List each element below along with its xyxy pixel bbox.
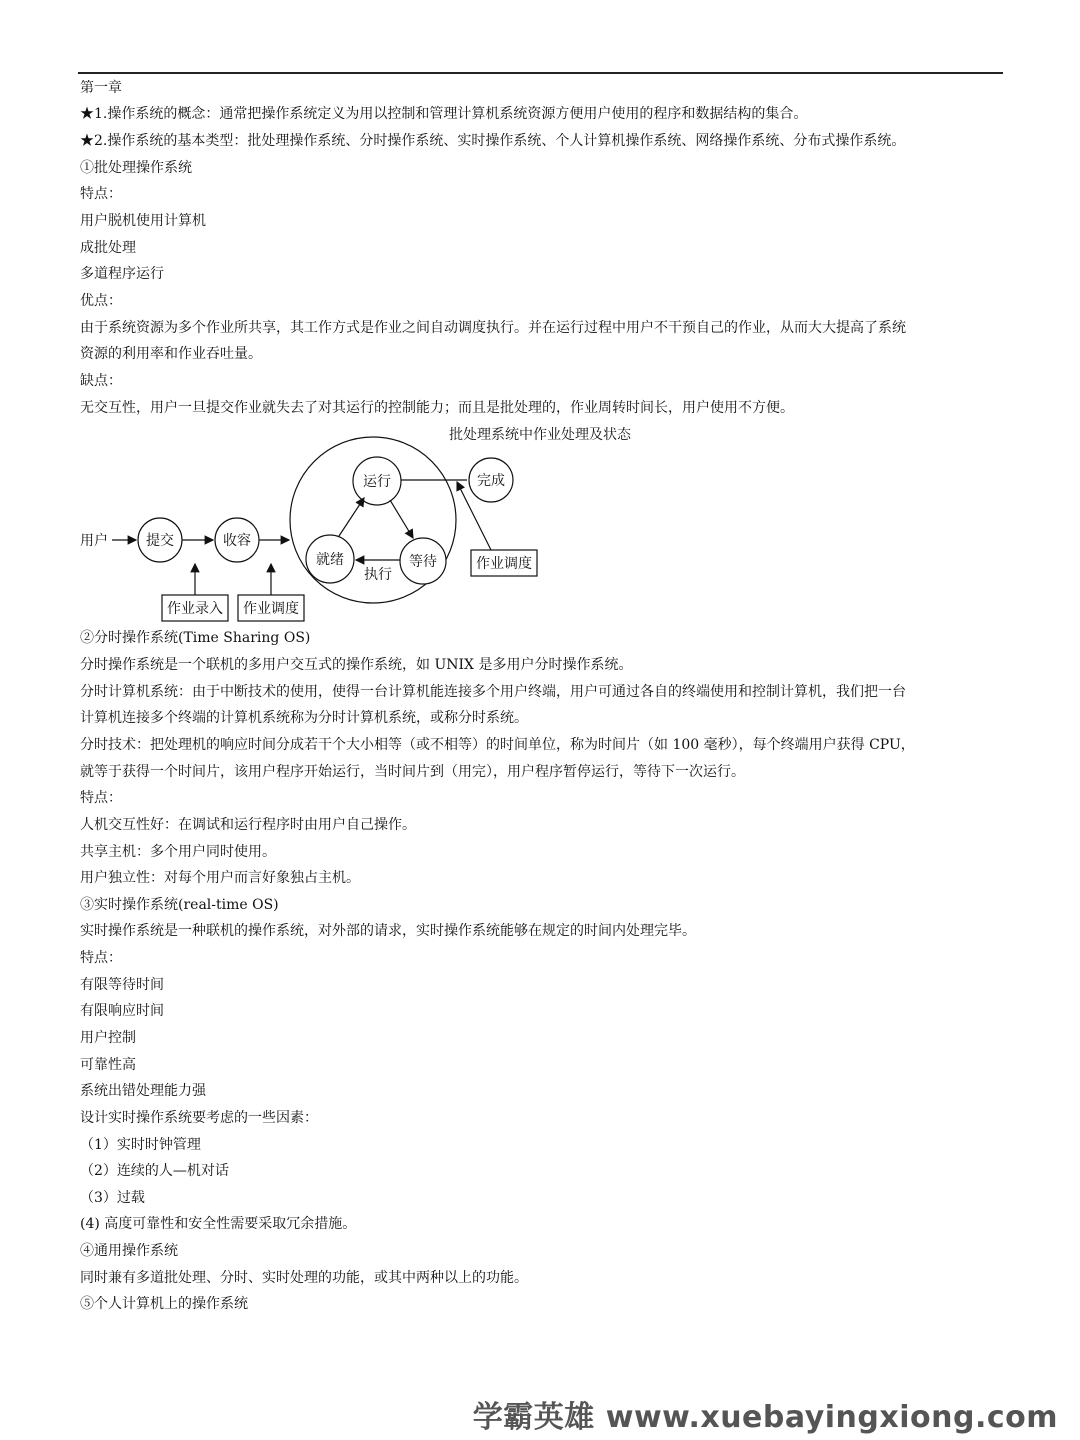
text-line: 可靠性高 bbox=[80, 1057, 136, 1073]
section-heading: ⑤个人计算机上的操作系统 bbox=[80, 1296, 248, 1312]
text-line: 人机交互性好：在调试和运行程序时由用户自己操作。 bbox=[80, 817, 416, 833]
text-line: 特点： bbox=[80, 950, 122, 966]
text-line: ★1.操作系统的概念：通常把操作系统定义为用以控制和管理计算机系统资源方便用户使用的程序和数据结构的集合。 bbox=[80, 106, 808, 122]
text-line: 有限响应时间 bbox=[80, 1003, 164, 1019]
text-line: 用户控制 bbox=[80, 1030, 136, 1046]
text-line: 特点： bbox=[80, 186, 122, 202]
job-entry-label: 作业录入 bbox=[167, 601, 223, 617]
job-schedule-right-label: 作业调度 bbox=[476, 556, 532, 572]
wait-label: 等待 bbox=[409, 554, 437, 570]
text-line: 无交互性，用户一旦提交作业就失去了对其运行的控制能力；而且是批处理的，作业周转时间长，用户使用不方便。 bbox=[80, 400, 794, 416]
text-line: 共享主机：多个用户同时使用。 bbox=[80, 844, 276, 860]
text-line: 就等于获得一个时间片，该用户程序开始运行，当时间片到（用完），用户程序暂停运行，等待下一次运行。 bbox=[80, 764, 745, 780]
diagram-title: 批处理系统中作业处理及状态 bbox=[449, 427, 631, 443]
ready-label: 就绪 bbox=[316, 552, 344, 568]
text-line: 分时技术：把处理机的响应时间分成若干个大小相等（或不相等）的时间单位，称为时间片（如 100 毫秒），每个终端用户获得 CPU， bbox=[80, 737, 915, 753]
chapter-heading: 第一章 bbox=[80, 80, 122, 96]
text-line: 分时计算机系统：由于中断技术的使用，使得一台计算机能连接多个用户终端，用户可通过各自的终端使用和控制计算机，我们把一台 bbox=[80, 684, 906, 700]
arrow-run-wait bbox=[390, 500, 413, 538]
text-line: （2）连续的人—机对话 bbox=[80, 1163, 229, 1179]
text-line: 优点： bbox=[80, 293, 122, 309]
submit-label: 提交 bbox=[146, 533, 174, 549]
text-line: 计算机连接多个终端的计算机系统称为分时计算机系统，或称分时系统。 bbox=[80, 710, 528, 726]
text-line: 用户独立性：对每个用户而言好象独占主机。 bbox=[80, 870, 360, 886]
text-line: 由于系统资源为多个作业所共享，其工作方式是作业之间自动调度执行。并在运行过程中用户不干预自己的作业，从而大大提高了系统 bbox=[80, 320, 906, 336]
section-heading: ③实时操作系统(real-time OS) bbox=[80, 897, 279, 913]
text-line: （1）实时时钟管理 bbox=[80, 1137, 201, 1153]
receive-label: 收容 bbox=[223, 533, 251, 549]
text-line: 多道程序运行 bbox=[80, 266, 164, 282]
text-line: 有限等待时间 bbox=[80, 977, 164, 993]
text-line: 同时兼有多道批处理、分时、实时处理的功能，或其中两种以上的功能。 bbox=[80, 1270, 528, 1286]
text-line: 系统出错处理能力强 bbox=[80, 1083, 206, 1099]
section-heading: ④通用操作系统 bbox=[80, 1243, 178, 1259]
text-line: 成批处理 bbox=[80, 240, 136, 256]
job-schedule-left-label: 作业调度 bbox=[243, 601, 299, 617]
done-label: 完成 bbox=[477, 473, 505, 489]
text-line: 实时操作系统是一种联机的操作系统，对外部的请求，实时操作系统能够在规定的时间内处理完毕。 bbox=[80, 923, 696, 939]
batch-processing-diagram bbox=[75, 426, 675, 626]
text-line: 设计实时操作系统要考虑的一些因素： bbox=[80, 1110, 318, 1126]
text-line: （3）过载 bbox=[80, 1190, 145, 1206]
text-line: ★2.操作系统的基本类型：批处理操作系统、分时操作系统、实时操作系统、个人计算机操作系统、网络操作系统、分布式操作系统。 bbox=[80, 133, 906, 149]
section-heading: ①批处理操作系统 bbox=[80, 160, 192, 176]
header-rule bbox=[78, 72, 1003, 74]
text-line: 缺点： bbox=[80, 373, 122, 389]
user-label: 用户 bbox=[80, 533, 108, 549]
text-line: (4) 高度可靠性和安全性需要采取冗余措施。 bbox=[80, 1216, 357, 1232]
text-line: 分时操作系统是一个联机的多用户交互式的操作系统，如 UNIX 是多用户分时操作系统。 bbox=[80, 657, 633, 673]
arrow-ready-run bbox=[339, 498, 364, 536]
text-line: 用户脱机使用计算机 bbox=[80, 213, 206, 229]
run-label: 运行 bbox=[363, 474, 391, 490]
watermark: 学霸英雄 www.xuebayingxiong.com bbox=[472, 1400, 1058, 1435]
text-line: 特点： bbox=[80, 790, 122, 806]
execute-label: 执行 bbox=[364, 567, 392, 583]
text-line: 资源的利用率和作业吞吐量。 bbox=[80, 346, 262, 362]
section-heading: ②分时操作系统(Time Sharing OS) bbox=[80, 630, 311, 646]
